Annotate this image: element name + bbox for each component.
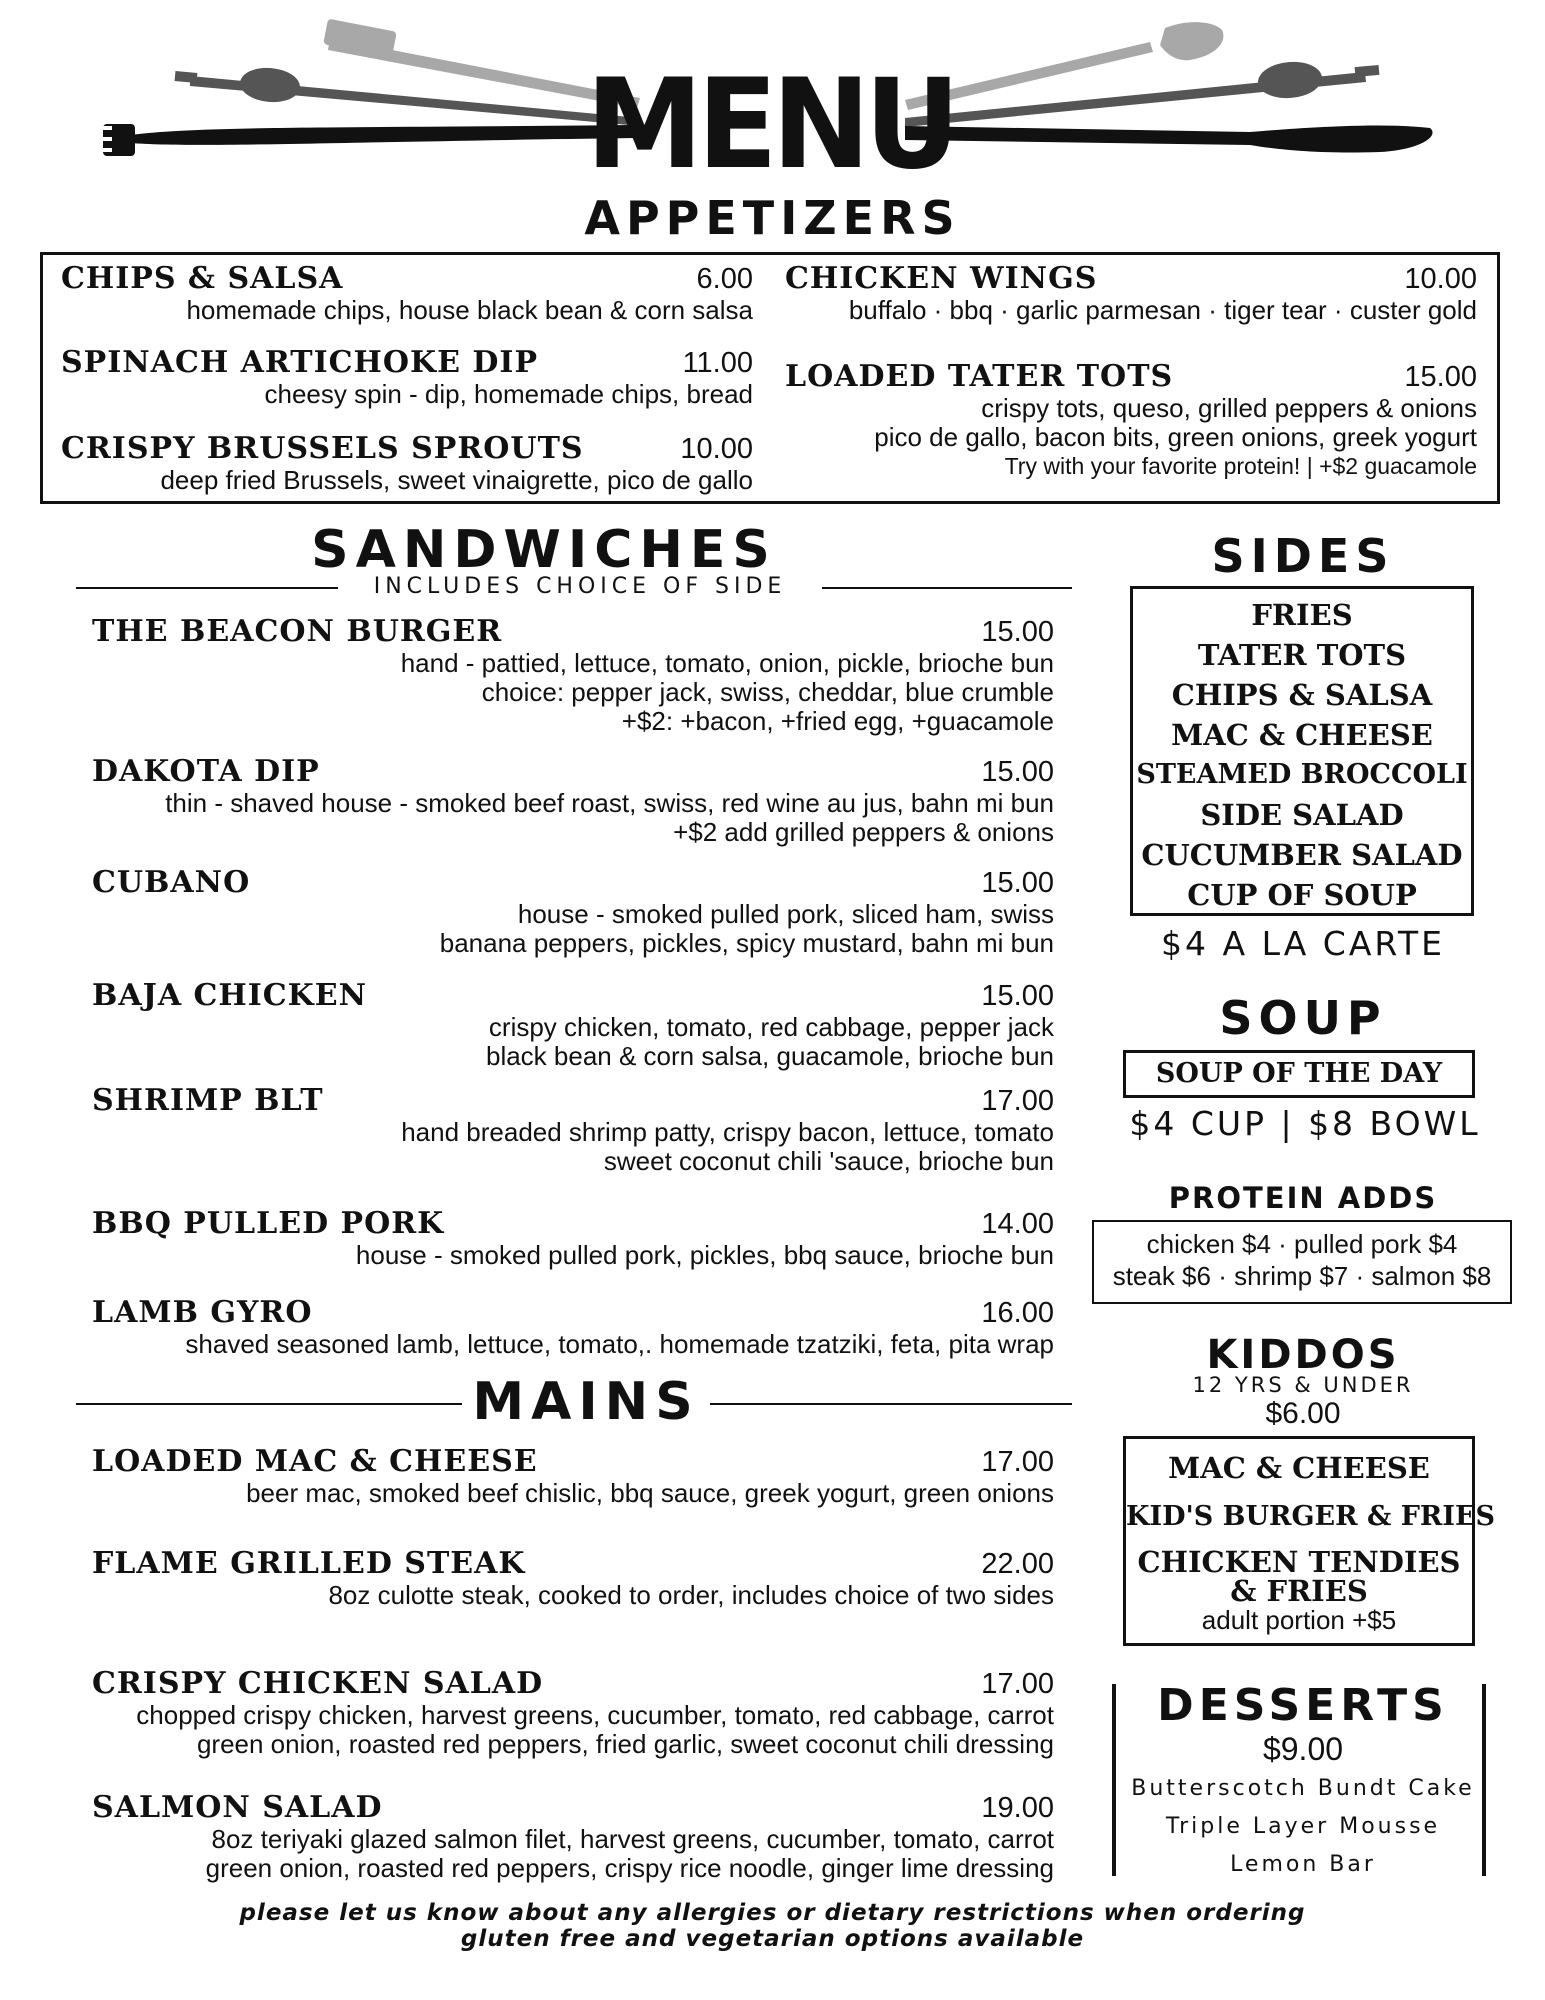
side-item: FRIES <box>1251 598 1353 632</box>
item-description: +$2: +bacon, +fried egg, +guacamole <box>621 706 1054 736</box>
item-description: thin - shaved house - smoked beef roast, swiss, red wine au jus, bahn mi bun <box>165 788 1054 818</box>
side-item: TATER TOTS <box>1197 638 1407 672</box>
item-name: LAMB GYRO <box>92 1295 313 1330</box>
item-name: SALMON SALAD <box>92 1790 383 1825</box>
item-description: 8oz culotte steak, cooked to order, includes choice of two sides <box>328 1580 1054 1610</box>
item-description: house - smoked pulled pork, sliced ham, swiss <box>517 899 1054 929</box>
sides-heading: SIDES <box>1211 529 1395 583</box>
menu-item <box>92 1295 1054 1359</box>
sides-box <box>1130 586 1474 916</box>
divider <box>822 587 1072 589</box>
item-description: house - smoked pulled pork, pickles, bbq sauce, brioche bun <box>355 1240 1054 1270</box>
item-description: black bean & corn salsa, guacamole, brioche bun <box>485 1041 1054 1071</box>
protein-adds-line: steak $6 · shrimp $7 · salmon $8 <box>1112 1261 1492 1291</box>
item-price: 15.00 <box>981 616 1054 648</box>
item-price: 17.00 <box>981 1668 1054 1700</box>
menu-item <box>92 1546 1054 1610</box>
kiddos-item: CHICKEN TENDIES <box>1137 1545 1461 1579</box>
desserts-border-left <box>1112 1684 1116 1876</box>
menu-item <box>92 1790 1054 1883</box>
item-price: 6.00 <box>696 263 753 295</box>
item-price: 16.00 <box>981 1297 1054 1329</box>
menu-item <box>92 978 1054 1071</box>
menu-item <box>61 345 753 409</box>
side-item: CUP OF SOUP <box>1187 878 1417 912</box>
menu-item <box>92 1206 1054 1270</box>
item-name: BBQ PULLED PORK <box>92 1206 445 1241</box>
kiddos-box <box>1123 1436 1496 1646</box>
kiddos-item: MAC & CHEESE <box>1168 1451 1430 1485</box>
desserts-heading: DESSERTS <box>1157 1680 1449 1731</box>
item-description: buffalo · bbq · garlic parmesan · tiger tear · custer gold <box>848 295 1477 325</box>
item-description: crispy tots, queso, grilled peppers & onions <box>981 393 1477 423</box>
item-name: LOADED MAC & CHEESE <box>92 1444 538 1479</box>
divider <box>76 587 338 589</box>
item-price: 17.00 <box>981 1446 1054 1478</box>
side-item: CHIPS & SALSA <box>1171 678 1433 712</box>
divider <box>710 1403 1072 1405</box>
item-description: +$2 add grilled peppers & onions <box>673 817 1054 847</box>
item-price: 14.00 <box>981 1208 1054 1240</box>
item-name: CHICKEN WINGS <box>785 261 1098 296</box>
protein-adds-box <box>1092 1220 1512 1304</box>
menu-item <box>92 865 1054 958</box>
item-description: hand breaded shrimp patty, crispy bacon, lettuce, tomato <box>401 1117 1054 1147</box>
item-name: FLAME GRILLED STEAK <box>92 1546 526 1581</box>
item-name: SPINACH ARTICHOKE DIP <box>61 345 539 380</box>
divider <box>76 1403 462 1405</box>
item-description: cheesy spin - dip, homemade chips, bread <box>264 379 753 409</box>
item-description: green onion, roasted red peppers, crispy rice noodle, ginger lime dressing <box>205 1853 1054 1883</box>
item-name: THE BEACON BURGER <box>92 614 503 649</box>
soup-item: SOUP OF THE DAY <box>1155 1058 1443 1089</box>
menu-item <box>92 1083 1054 1176</box>
menu-item <box>61 261 753 325</box>
fork-icon <box>100 124 640 156</box>
menu-item <box>92 614 1054 736</box>
item-price: 11.00 <box>682 347 753 379</box>
item-description: homemade chips, house black bean & corn salsa <box>186 295 753 325</box>
item-name: CRISPY BRUSSELS SPROUTS <box>61 431 584 466</box>
item-price: 10.00 <box>680 433 753 465</box>
appetizers-box <box>40 252 1500 504</box>
side-item: STEAMED BROCCOLI <box>1136 759 1468 790</box>
item-description: crispy chicken, tomato, red cabbage, pepper jack <box>488 1012 1054 1042</box>
item-price: 15.00 <box>981 980 1054 1012</box>
knife-icon <box>905 125 1433 152</box>
item-name: CUBANO <box>92 865 251 900</box>
protein-adds-line: chicken $4 · pulled pork $4 <box>1146 1229 1458 1259</box>
soup-box <box>1123 1050 1475 1098</box>
item-name: SHRIMP BLT <box>92 1083 324 1118</box>
soup-heading: SOUP <box>1219 991 1387 1045</box>
menu-title: MENU <box>585 51 955 197</box>
menu-item <box>92 1444 1054 1508</box>
appetizers-heading: APPETIZERS <box>584 191 961 245</box>
item-price: 15.00 <box>1404 361 1477 393</box>
item-description: pico de gallo, bacon bits, green onions, greek yogurt <box>874 422 1477 452</box>
menu-item <box>785 261 1477 325</box>
item-name: DAKOTA DIP <box>92 754 320 789</box>
item-description: deep fried Brussels, sweet vinaigrette, pico de gallo <box>160 465 753 495</box>
kiddos-heading: KIDDOS <box>1206 1332 1400 1378</box>
side-item: SIDE SALAD <box>1200 798 1404 832</box>
sandwiches-heading: SANDWICHES <box>311 520 777 580</box>
item-description: green onion, roasted red peppers, fried garlic, sweet coconut chili dressing <box>196 1729 1054 1759</box>
menu-item <box>92 1666 1054 1759</box>
item-price: 15.00 <box>981 756 1054 788</box>
side-item: MAC & CHEESE <box>1171 718 1433 752</box>
soup-price: $4 CUP | $8 BOWL <box>1129 1104 1481 1143</box>
item-description: banana peppers, pickles, spicy mustard, bahn mi bun <box>439 928 1054 958</box>
kiddos-item: KID'S BURGER & FRIES <box>1126 1501 1496 1532</box>
sides-price: $4 A LA CARTE <box>1161 924 1445 963</box>
item-description: choice: pepper jack, swiss, cheddar, blue crumble <box>481 677 1054 707</box>
menu-item <box>92 754 1054 847</box>
item-name: CRISPY CHICKEN SALAD <box>92 1666 544 1701</box>
item-name: BAJA CHICKEN <box>92 978 368 1013</box>
dessert-item: Triple Layer Mousse <box>1165 1814 1441 1839</box>
footer-line: please let us know about any allergies or dietary restrictions when ordering <box>239 1900 1306 1926</box>
footer-note <box>0 1900 1545 1952</box>
item-description: shaved seasoned lamb, lettuce, tomato,. homemade tzatziki, feta, pita wrap <box>185 1329 1054 1359</box>
item-description: 8oz teriyaki glazed salmon filet, harvest greens, cucumber, tomato, carrot <box>211 1824 1054 1854</box>
footer-line: gluten free and vegetarian options available <box>460 1926 1085 1952</box>
kiddos-price: $6.00 <box>1265 1397 1341 1430</box>
side-item: CUCUMBER SALAD <box>1141 838 1463 872</box>
item-note: Try with your favorite protein! | +$2 guacamole <box>1004 453 1477 479</box>
item-price: 17.00 <box>981 1085 1054 1117</box>
protein-adds-heading: PROTEIN ADDS <box>1168 1181 1438 1215</box>
menu-item <box>61 431 753 495</box>
kiddos-item: & FRIES <box>1230 1574 1368 1608</box>
mains-heading: MAINS <box>472 1372 700 1432</box>
item-name: LOADED TATER TOTS <box>785 359 1174 394</box>
item-price: 22.00 <box>981 1548 1054 1580</box>
dessert-item: Butterscotch Bundt Cake <box>1131 1776 1475 1801</box>
item-description: hand - pattied, lettuce, tomato, onion, pickle, brioche bun <box>400 648 1054 678</box>
item-name: CHIPS & SALSA <box>61 261 344 296</box>
item-price: 19.00 <box>981 1792 1054 1824</box>
item-description: beer mac, smoked beef chislic, bbq sauce, greek yogurt, green onions <box>246 1478 1054 1508</box>
kiddos-subheading: 12 YRS & UNDER <box>1192 1373 1414 1397</box>
item-price: 15.00 <box>981 867 1054 899</box>
dessert-item: Lemon Bar <box>1230 1852 1376 1877</box>
desserts-price: $9.00 <box>1262 1731 1344 1767</box>
item-price: 10.00 <box>1404 263 1477 295</box>
item-description: sweet coconut chili 'sauce, brioche bun <box>603 1146 1054 1176</box>
sandwiches-subheading: INCLUDES CHOICE OF SIDE <box>373 574 787 599</box>
kiddos-note: adult portion +$5 <box>1201 1605 1397 1635</box>
menu-item <box>785 359 1477 481</box>
item-description: chopped crispy chicken, harvest greens, cucumber, tomato, red cabbage, carrot <box>136 1700 1054 1730</box>
